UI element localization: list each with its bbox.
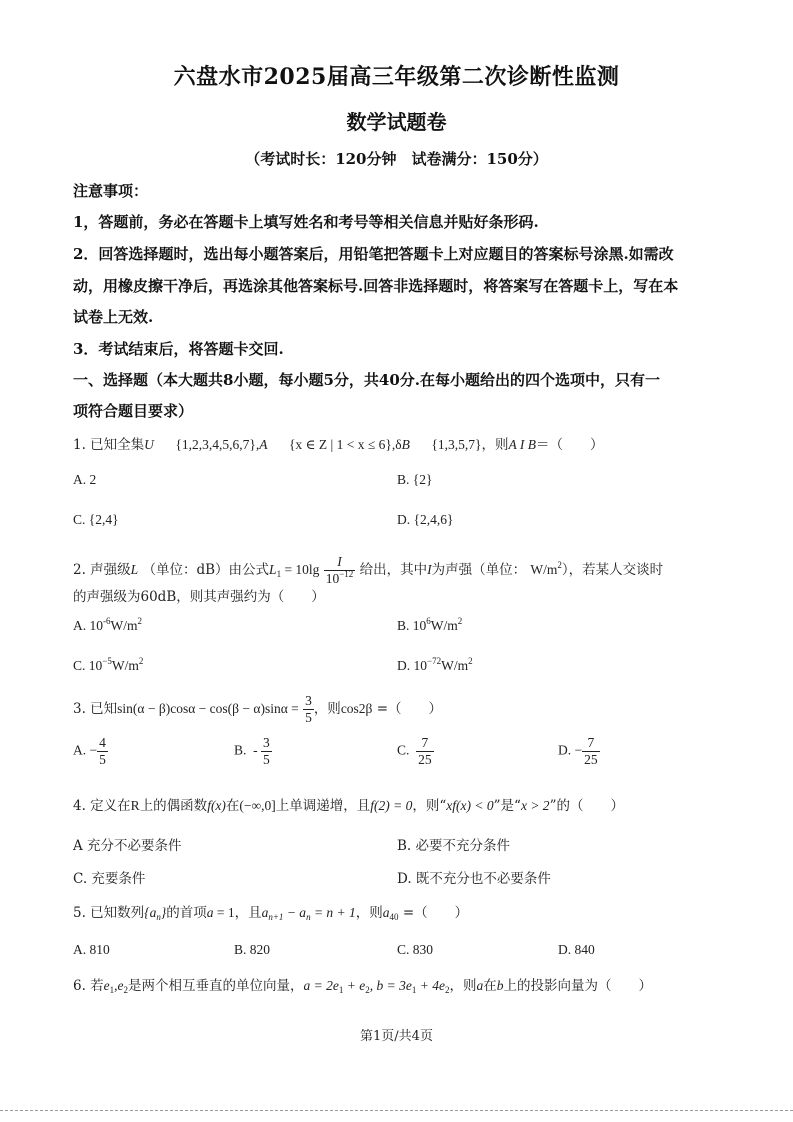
- note-item-2-line-2: 动，用橡皮擦干净后，再选涂其他答案标号.回答非选择题时，将答案写在答题卡上，写在本: [73, 277, 679, 295]
- question-2: [73, 554, 663, 587]
- q2-option-b: B. $10^6W/m^2$: [397, 616, 463, 633]
- question-3: [73, 693, 442, 726]
- exam-info: （考试时长：120分钟 试卷满分：150分）: [245, 150, 548, 168]
- bottom-divider: [0, 1110, 793, 1111]
- q2-unit1: （单位：dB）由公式: [142, 562, 270, 578]
- q2-end: ），若某人交谈时: [561, 562, 664, 578]
- q3-prefix: 3. 已知: [73, 701, 118, 717]
- q5-option-a: A. 810: [73, 942, 110, 957]
- q1-B: B: [401, 437, 410, 452]
- q2-option-a: A. $10^{-6}W/m^2$: [73, 616, 142, 633]
- q2-mid2: 为声强（单位：: [431, 562, 527, 578]
- q2-fraction: [324, 554, 356, 587]
- q2-formula-eq: = 10lg: [281, 562, 320, 577]
- q2-unit2: W/m: [530, 562, 558, 577]
- q1-option-d: D. {2,4,6}: [397, 512, 454, 527]
- q2-formula-sub: 1: [276, 569, 282, 579]
- q1-option-b: B. {2}: [397, 472, 433, 487]
- q4-option-c: C. 充要条件: [73, 871, 146, 887]
- q1-U-set: {1,2,3,4,5,6,7},: [175, 437, 260, 452]
- note-item-2-line-1: 2．回答选择题时，选出每小题答案后，用铅笔把答题卡上对应题目的答案标号涂黑.如需改: [73, 245, 674, 263]
- q5-option-b: B. 820: [234, 942, 271, 957]
- q2-frac-den-base: 10: [325, 571, 340, 586]
- section-heading-line-1: 一、选择题（本大题共8小题，每小题5分，共40分.在每小题给出的四个选项中，只有一: [73, 371, 660, 389]
- section-heading-line-2: 项符合题目要求）: [73, 402, 194, 420]
- q4-option-a: A 充分不必要条件: [73, 838, 182, 854]
- question-2-line-2: 的声强级为60dB，则其声强约为（ ）: [73, 589, 325, 605]
- q5-option-c: C. 830: [397, 942, 434, 957]
- q3-expr: sin(α − β)cosα − cos(β − α)sinα =: [117, 701, 299, 716]
- exam-subtitle: 数学试题卷: [346, 110, 447, 134]
- q1-A-set: {x ∈ Z | 1 < x ≤ 6},: [288, 437, 396, 452]
- q3-end: =（ ）: [372, 701, 443, 717]
- note-item-3: 3．考试结束后，将答题卡交回.: [73, 340, 284, 358]
- q3-rhs-fraction: $\frac{3}{5}$: [305, 693, 312, 725]
- q2-unit2-exp: 2: [557, 560, 562, 570]
- q1-prefix: 1. 已知全集: [73, 437, 145, 453]
- q1-U: U: [144, 437, 154, 452]
- q1-garble: δ: [395, 437, 402, 452]
- page-footer: 第1页/共4页: [360, 1029, 433, 1044]
- q3-option-a: A. − $\frac{4}{5}$: [73, 735, 106, 767]
- q3-mid: ，则: [313, 701, 341, 717]
- q1-option-a: A. 2: [73, 472, 97, 487]
- q2-frac-den: [324, 571, 356, 587]
- q2-prefix: 2. 声强级: [73, 562, 131, 578]
- q1-suffix-a: ，则: [481, 437, 509, 453]
- exam-title: 六盘水市2025届高三年级第二次诊断性监测: [173, 64, 620, 90]
- q1-suffix-b: ＝（ ）: [535, 437, 604, 453]
- question-1: [73, 433, 603, 453]
- question-4: 4. 定义在R上的偶函数f(x)在(−∞,0]上单调递增，且f(2) = 0，则“xf(x) < 0”是“x > 2”的（ ）: [73, 798, 624, 814]
- question-5: 5. 已知数列$\{a_n\}$的首项a = 1，且$a_{n+1} - a_n = n + 1$，则$a_{40}$ =（ ）: [73, 905, 469, 922]
- q5-option-d: D. 840: [558, 942, 595, 957]
- q2-option-d: D. $10^{-72}W/m^2$: [397, 656, 473, 673]
- q1-B-set: {1,3,5,7}: [431, 437, 482, 452]
- q3-target: cos2β: [340, 701, 373, 716]
- q1-A: A: [259, 437, 268, 452]
- q3-option-c: C. $\frac{7}{25}$: [397, 735, 432, 767]
- q3-option-b: B. - $\frac{3}{5}$: [234, 735, 270, 767]
- notes-heading: 注意事项：: [73, 182, 149, 200]
- q2-option-c: C. $10^{-5}W/m^2$: [73, 656, 144, 673]
- q4-option-b: B. 必要不充分条件: [397, 838, 511, 854]
- q2-L: L: [130, 562, 139, 577]
- q4-option-d: D. 既不充分也不必要条件: [397, 871, 551, 887]
- q2-frac-num: I: [324, 554, 356, 571]
- q3-option-d: D. − $\frac{7}{25}$: [558, 735, 598, 767]
- q1-option-c: C. {2,4}: [73, 512, 119, 527]
- q2-frac-den-exp: −12: [339, 569, 354, 579]
- question-6: 6. 若$e_1,e_2$是两个相互垂直的单位向量，$a = 2e_1 + e_2$, $b = 3e_1 + 4e_2$，则a在b上的投影向量为（ ）: [73, 978, 652, 995]
- note-item-2-line-3: 试卷上无效.: [73, 308, 154, 326]
- q2-I: I: [427, 562, 432, 577]
- q2-formula-left: L: [269, 562, 277, 577]
- note-item-1: 1，答题前，务必在答题卡上填写姓名和考号等相关信息并贴好条形码.: [73, 213, 539, 231]
- q2-mid: 给出，其中: [359, 562, 428, 578]
- q1-expr: A I B: [508, 437, 536, 452]
